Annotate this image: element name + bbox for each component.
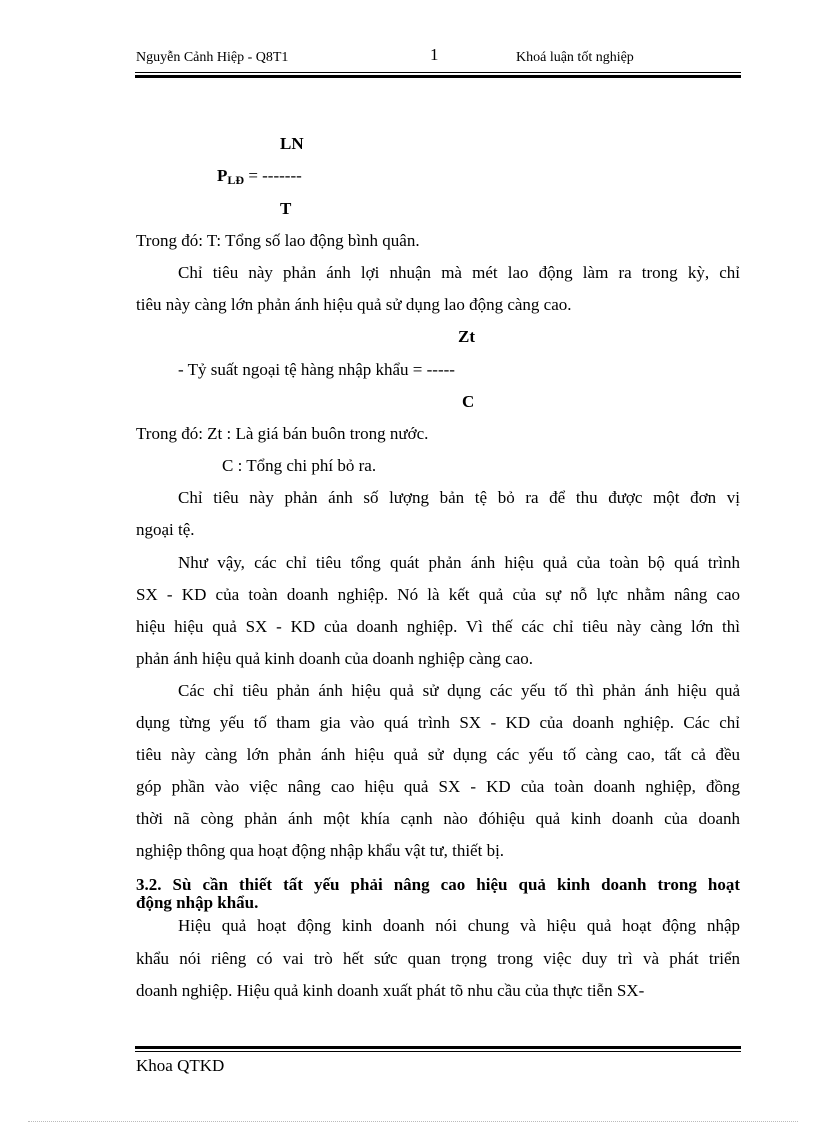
para7-line3: doanh nghiệp. Hiệu quả kinh doanh xuất phát tõ nhu cầu của thực tiễn SX- [136, 981, 645, 1000]
para6-line5: thời nã còng phản ánh một khía cạnh nào đóhiệu quả kinh doanh của doanh [136, 809, 740, 828]
para6-line2: dụng từng yếu tố tham gia vào quá trình SX - KD của doanh nghiệp. Các chỉ [136, 713, 740, 732]
header-rule-thin [135, 72, 741, 73]
para2-line2: tiêu này càng lớn phản ánh hiệu quả sử dụng lao động càng cao. [136, 295, 572, 314]
para5-line4: phản ánh hiệu quả kinh doanh của doanh nghiệp càng cao. [136, 649, 534, 668]
para7-line2: khẩu nói riêng có vai trò hết sức quan trọng trong việc duy trì và phát triển [136, 949, 740, 968]
formula-pld-denominator: T [280, 199, 292, 218]
section-heading-line2: động nhập khẩu. [136, 893, 259, 912]
footer-rule-thick [135, 1046, 741, 1049]
para1: Trong đó: T: Tổng số lao động bình quân. [136, 231, 420, 250]
formula-pld-symbol: P [217, 166, 228, 185]
para2-line1: Chỉ tiêu này phản ánh lợi nhuận mà mét lao động làm ra trong kỳ, chỉ [178, 263, 740, 282]
para6-line3: tiêu này càng lớn phản ánh hiệu quả sử dụng các yếu tố càng cao, tất cả đều [136, 745, 740, 764]
para6-line1: Các chỉ tiêu phản ánh hiệu quả sử dụng các yếu tố thì phản ánh hiệu quả [178, 681, 740, 700]
page-edge-divider [28, 1121, 798, 1122]
header-author: Nguyễn Cảnh Hiệp - Q8T1 [136, 50, 289, 65]
formula-rate-numerator: Zt [458, 327, 475, 346]
para5-line1: Như vậy, các chỉ tiêu tổng quát phản ánh hiệu quả của toàn bộ quá trình [178, 553, 740, 572]
para5-line3: hiệu hiệu quả SX - KD của doanh nghiệp. Vì thế các chỉ tiêu này càng lớn thì [136, 617, 740, 636]
header-rule-thick [135, 75, 741, 78]
page-number: 1 [430, 45, 439, 64]
formula-pld-equals: = ------- [244, 166, 302, 185]
footer-department: Khoa QTKD [136, 1056, 225, 1075]
para3-line2: C : Tổng chi phí bỏ ra. [222, 456, 377, 475]
formula-pld [217, 166, 302, 186]
formula-rate-label: - Tỷ suất ngoại tệ hàng nhập khẩu = ----- [178, 360, 455, 379]
para6-line4: góp phần vào việc nâng cao hiệu quả SX - KD của toàn doanh nghiệp, đồng [136, 777, 740, 796]
formula-pld-subscript: LĐ [227, 173, 245, 187]
section-heading-line1: 3.2. Sù cần thiết tất yếu phải nâng cao hiệu quả kinh doanh trong hoạt [136, 875, 740, 894]
header-title: Khoá luận tốt nghiệp [516, 50, 634, 65]
para7-line1: Hiệu quả hoạt động kinh doanh nói chung và hiệu quả hoạt động nhập [178, 916, 740, 935]
para4-line2: ngoại tệ. [136, 520, 195, 539]
para6-line6: nghiệp thông qua hoạt động nhập khẩu vật tư, thiết bị. [136, 841, 505, 860]
para5-line2: SX - KD của toàn doanh nghiệp. Nó là kết quả của sự nỗ lực nhằm nâng cao [136, 585, 740, 604]
footer-rule-thin [135, 1051, 741, 1052]
formula-pld-numerator: LN [280, 134, 304, 153]
para4-line1: Chỉ tiêu này phản ánh số lượng bản tệ bỏ ra để thu được một đơn vị [178, 488, 740, 507]
para3-line1: Trong đó: Zt : Là giá bán buôn trong nước. [136, 424, 429, 443]
formula-rate-denominator: C [462, 392, 475, 411]
